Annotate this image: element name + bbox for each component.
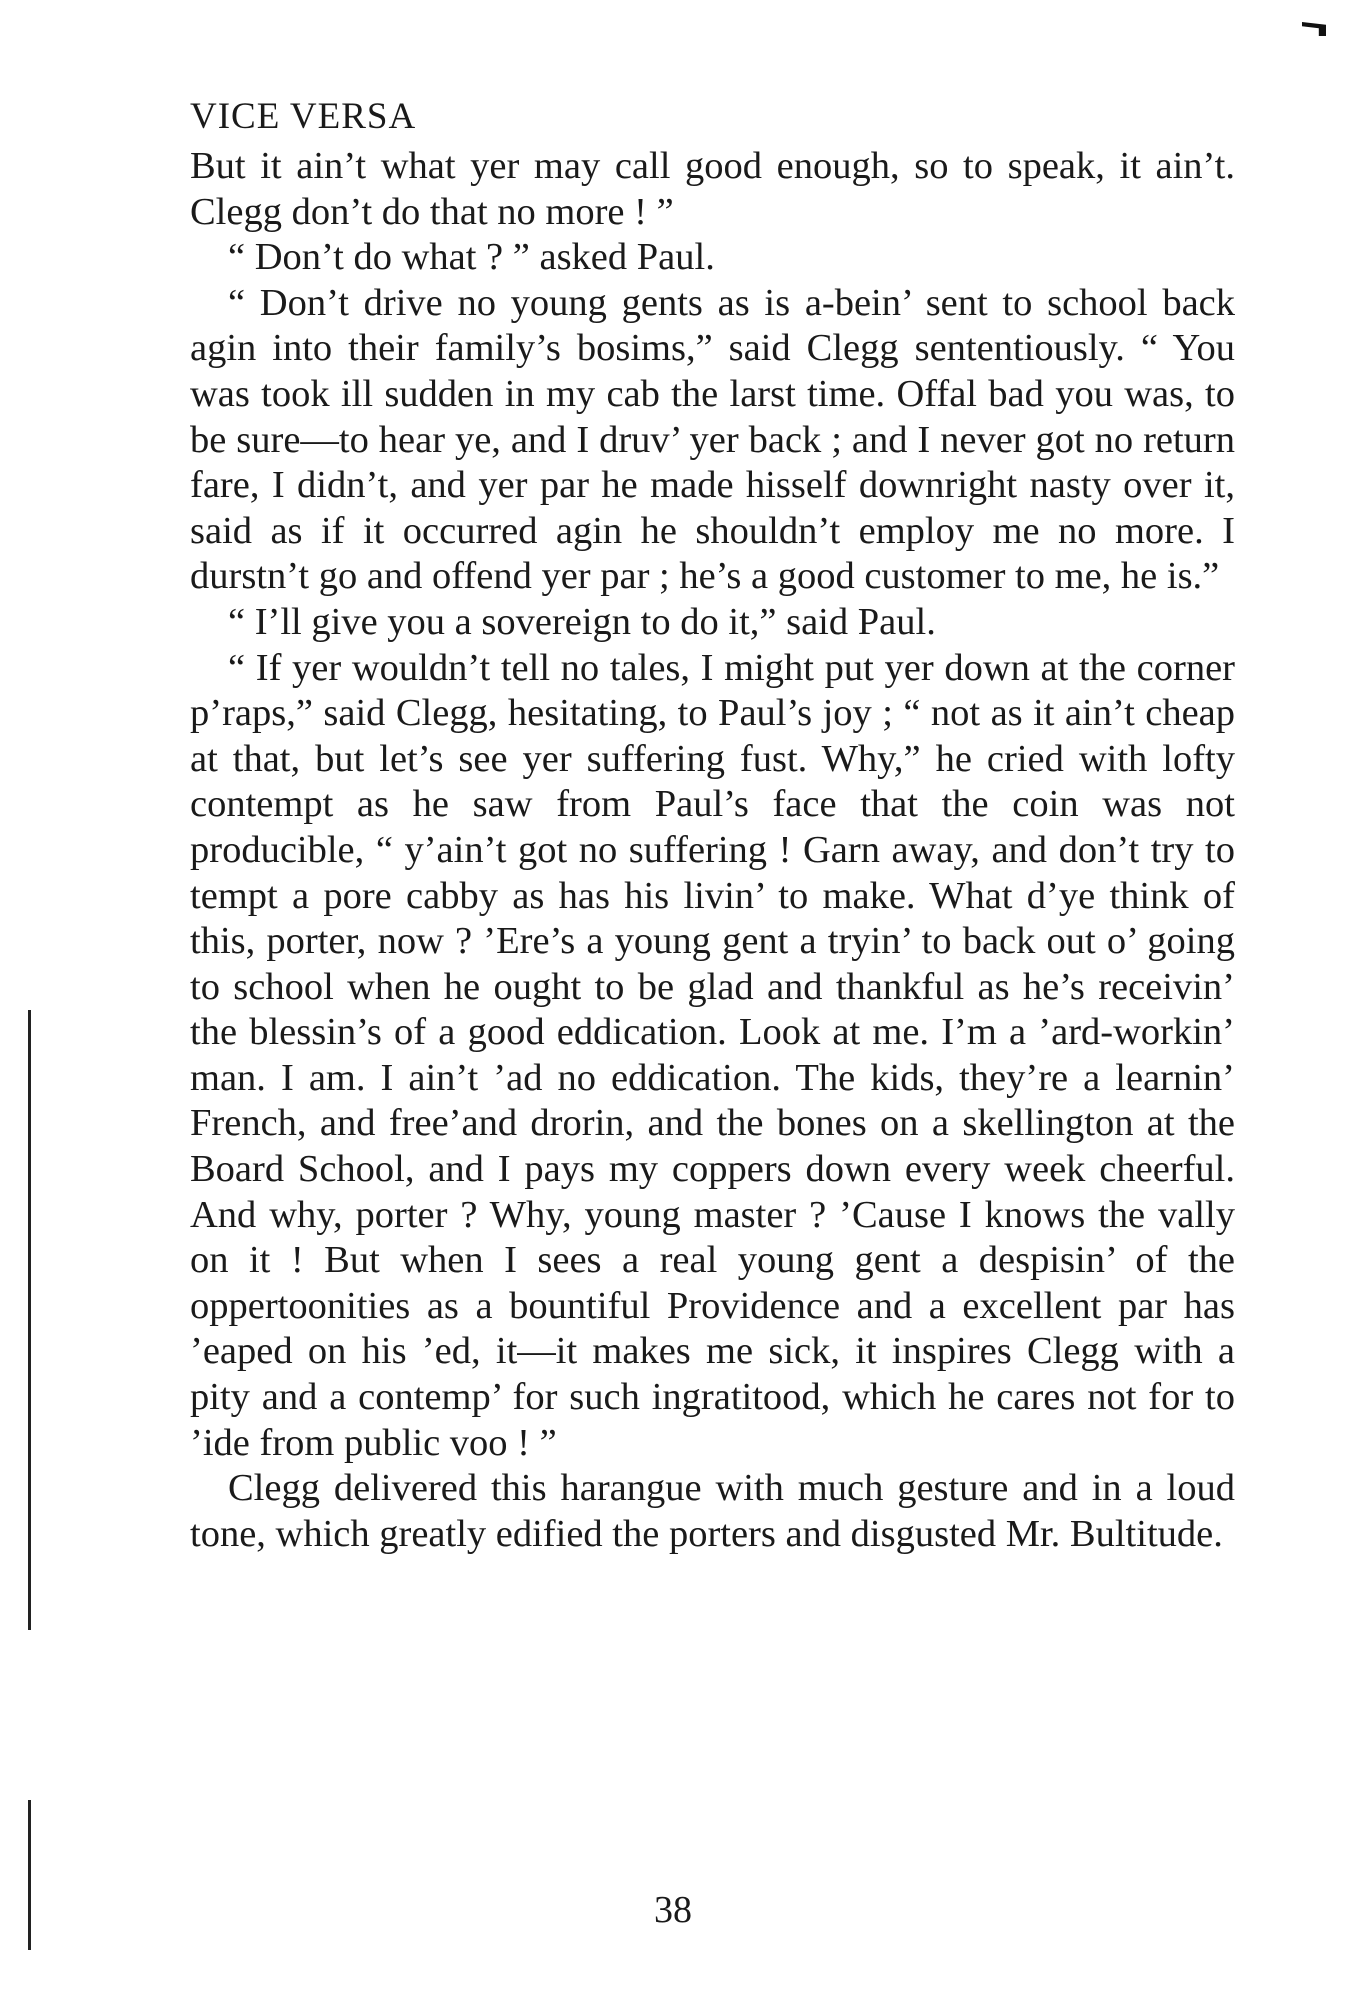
paragraph-6: Clegg delivered this harangue with much gesture and in a loud tone, which greatly edified the porters and disgusted Mr. Bultitude.	[190, 1467, 1235, 1555]
binding-edge-mark	[28, 1010, 31, 1630]
paragraph-2: “ Don’t do what ? ” asked Paul.	[228, 236, 715, 279]
page-number: 38	[654, 1889, 692, 1931]
book-page	[190, 95, 1235, 1557]
paragraph-3: “ Don’t drive no young gents as is a-bein’ sent to school back agin into their family’s bosims,” said Clegg sententiously. “ You was took ill sudden in my cab the larst time. Offal bad you was, to be sure—to hear ye, and I druv’ yer back ; and I never got no return fare, I didn’t, and yer par he made hisself downright nasty over it, said as if it occurred agin he shouldn’t employ me no more. I durstn’t go and offend yer par ; he’s a good customer to me, he is.”	[190, 281, 1235, 598]
page-corner-mark	[1302, 22, 1326, 36]
paragraph-5: “ If yer wouldn’t tell no tales, I might put yer down at the corner p’raps,” said Clegg, hesitating, to Paul’s joy ; “ not as it ain’t cheap at that, but let’s see yer suffering fust. Why,” he cried with lofty contempt as he saw from Paul’s face that the coin was not producible, “ y’ain’t got no suffering ! Garn away, and don’t try to tempt a pore cabby as has his livin’ to make. What d’ye think of this, porter, now ? ’Ere’s a young gent a tryin’ to back out o’ going to school when he ought to be glad and thankful as he’s receivin’ the blessin’s of a good eddication. Look at me. I’m a ’ard-workin’ man. I am. I ain’t ’ad no eddication. The kids, they’re a learnin’ French, and free’and drorin, and the bones on a skellington at the Board School, and I pays my coppers down every week cheerful. And why, porter ? Why, young master ? ’Cause I knows the vally on it ! But when I sees a real young gent a despisin’ of the oppertoonities as a bountiful Providence and a excellent par has ’eaped on his ’ed, it—it makes me sick, it inspires Clegg with a pity and a contemp’ for such ingratitood, which he cares not for to ’ide from public voo ! ”	[190, 646, 1235, 1464]
paragraph-4: “ I’ll give you a sovereign to do it,” said Paul.	[228, 600, 936, 643]
paragraph-1: But it ain’t what yer may call good enough, so to speak, it ain’t. Clegg don’t do that no more ! ”	[190, 145, 1235, 233]
running-head: VICE VERSA	[190, 96, 417, 137]
